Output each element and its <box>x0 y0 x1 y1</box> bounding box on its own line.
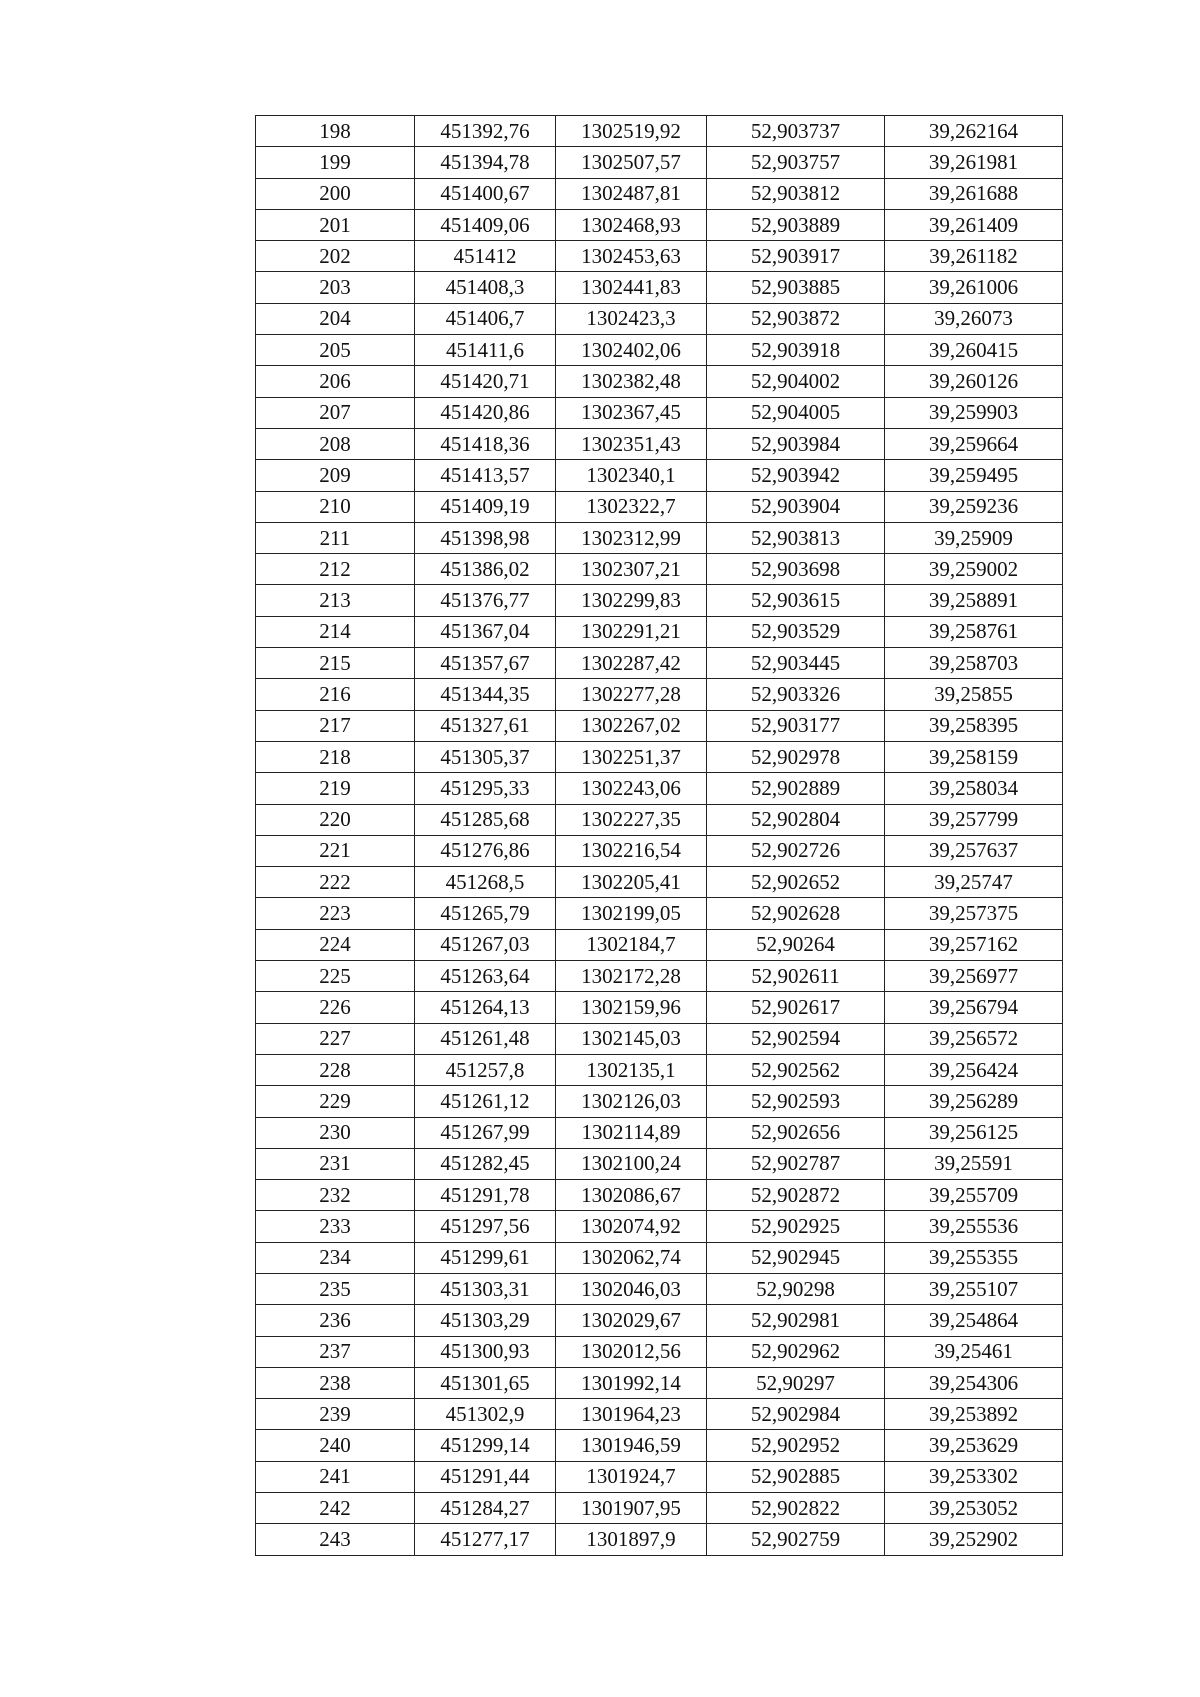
x-coordinate-cell: 451268,5 <box>415 867 556 898</box>
longitude-cell: 39,259903 <box>885 397 1063 428</box>
x-coordinate-cell: 451420,86 <box>415 397 556 428</box>
point-number-cell: 222 <box>256 867 415 898</box>
point-number-cell: 203 <box>256 272 415 303</box>
latitude-cell: 52,903942 <box>707 460 885 491</box>
table-row <box>256 1461 1063 1492</box>
point-number-cell: 218 <box>256 741 415 772</box>
x-coordinate-cell: 451408,3 <box>415 272 556 303</box>
y-coordinate-cell: 1302307,21 <box>556 554 707 585</box>
x-coordinate-cell: 451409,19 <box>415 491 556 522</box>
y-coordinate-cell: 1302519,92 <box>556 116 707 147</box>
y-coordinate-cell: 1302216,54 <box>556 835 707 866</box>
x-coordinate-cell: 451412 <box>415 241 556 272</box>
x-coordinate-cell: 451263,64 <box>415 961 556 992</box>
latitude-cell: 52,902656 <box>707 1117 885 1148</box>
x-coordinate-cell: 451302,9 <box>415 1399 556 1430</box>
x-coordinate-cell: 451303,31 <box>415 1273 556 1304</box>
point-number-cell: 214 <box>256 616 415 647</box>
y-coordinate-cell: 1302100,24 <box>556 1148 707 1179</box>
x-coordinate-cell: 451301,65 <box>415 1367 556 1398</box>
y-coordinate-cell: 1302251,37 <box>556 741 707 772</box>
latitude-cell: 52,902822 <box>707 1493 885 1524</box>
x-coordinate-cell: 451413,57 <box>415 460 556 491</box>
x-coordinate-cell: 451300,93 <box>415 1336 556 1367</box>
longitude-cell: 39,253892 <box>885 1399 1063 1430</box>
point-number-cell: 211 <box>256 522 415 553</box>
table-row <box>256 992 1063 1023</box>
y-coordinate-cell: 1302441,83 <box>556 272 707 303</box>
y-coordinate-cell: 1302487,81 <box>556 178 707 209</box>
table-row <box>256 460 1063 491</box>
coordinates-table <box>255 115 1063 1556</box>
x-coordinate-cell: 451284,27 <box>415 1493 556 1524</box>
point-number-cell: 213 <box>256 585 415 616</box>
latitude-cell: 52,90297 <box>707 1367 885 1398</box>
table-row <box>256 1430 1063 1461</box>
table-row <box>256 1086 1063 1117</box>
point-number-cell: 238 <box>256 1367 415 1398</box>
longitude-cell: 39,255107 <box>885 1273 1063 1304</box>
table-row <box>256 1493 1063 1524</box>
latitude-cell: 52,902952 <box>707 1430 885 1461</box>
latitude-cell: 52,902978 <box>707 741 885 772</box>
table-row <box>256 335 1063 366</box>
table-row <box>256 961 1063 992</box>
y-coordinate-cell: 1302012,56 <box>556 1336 707 1367</box>
latitude-cell: 52,904002 <box>707 366 885 397</box>
point-number-cell: 231 <box>256 1148 415 1179</box>
y-coordinate-cell: 1302287,42 <box>556 648 707 679</box>
point-number-cell: 237 <box>256 1336 415 1367</box>
table-row <box>256 147 1063 178</box>
y-coordinate-cell: 1301897,9 <box>556 1524 707 1555</box>
longitude-cell: 39,262164 <box>885 116 1063 147</box>
x-coordinate-cell: 451291,44 <box>415 1461 556 1492</box>
longitude-cell: 39,261006 <box>885 272 1063 303</box>
point-number-cell: 206 <box>256 366 415 397</box>
table-row <box>256 804 1063 835</box>
point-number-cell: 243 <box>256 1524 415 1555</box>
point-number-cell: 205 <box>256 335 415 366</box>
latitude-cell: 52,903326 <box>707 679 885 710</box>
y-coordinate-cell: 1302453,63 <box>556 241 707 272</box>
longitude-cell: 39,255536 <box>885 1211 1063 1242</box>
x-coordinate-cell: 451357,67 <box>415 648 556 679</box>
table-row <box>256 209 1063 240</box>
longitude-cell: 39,25747 <box>885 867 1063 898</box>
latitude-cell: 52,903757 <box>707 147 885 178</box>
table-row <box>256 522 1063 553</box>
longitude-cell: 39,256794 <box>885 992 1063 1023</box>
y-coordinate-cell: 1301907,95 <box>556 1493 707 1524</box>
point-number-cell: 221 <box>256 835 415 866</box>
table-row <box>256 241 1063 272</box>
y-coordinate-cell: 1302367,45 <box>556 397 707 428</box>
x-coordinate-cell: 451265,79 <box>415 898 556 929</box>
y-coordinate-cell: 1302507,57 <box>556 147 707 178</box>
longitude-cell: 39,258034 <box>885 773 1063 804</box>
y-coordinate-cell: 1302046,03 <box>556 1273 707 1304</box>
x-coordinate-cell: 451267,03 <box>415 929 556 960</box>
x-coordinate-cell: 451282,45 <box>415 1148 556 1179</box>
point-number-cell: 209 <box>256 460 415 491</box>
latitude-cell: 52,902562 <box>707 1054 885 1085</box>
latitude-cell: 52,903872 <box>707 303 885 334</box>
table-row <box>256 491 1063 522</box>
point-number-cell: 228 <box>256 1054 415 1085</box>
x-coordinate-cell: 451261,12 <box>415 1086 556 1117</box>
latitude-cell: 52,903813 <box>707 522 885 553</box>
y-coordinate-cell: 1302267,02 <box>556 710 707 741</box>
latitude-cell: 52,903918 <box>707 335 885 366</box>
longitude-cell: 39,254864 <box>885 1305 1063 1336</box>
point-number-cell: 210 <box>256 491 415 522</box>
latitude-cell: 52,902628 <box>707 898 885 929</box>
table-row <box>256 1023 1063 1054</box>
x-coordinate-cell: 451411,6 <box>415 335 556 366</box>
table-row <box>256 616 1063 647</box>
table-row <box>256 835 1063 866</box>
longitude-cell: 39,259495 <box>885 460 1063 491</box>
x-coordinate-cell: 451257,8 <box>415 1054 556 1085</box>
table-row <box>256 1524 1063 1555</box>
table-row <box>256 898 1063 929</box>
latitude-cell: 52,903984 <box>707 428 885 459</box>
table-row <box>256 1148 1063 1179</box>
x-coordinate-cell: 451277,17 <box>415 1524 556 1555</box>
y-coordinate-cell: 1302135,1 <box>556 1054 707 1085</box>
y-coordinate-cell: 1302322,7 <box>556 491 707 522</box>
y-coordinate-cell: 1302299,83 <box>556 585 707 616</box>
longitude-cell: 39,257375 <box>885 898 1063 929</box>
latitude-cell: 52,902962 <box>707 1336 885 1367</box>
y-coordinate-cell: 1302159,96 <box>556 992 707 1023</box>
table-row <box>256 428 1063 459</box>
y-coordinate-cell: 1302086,67 <box>556 1180 707 1211</box>
table-row <box>256 1305 1063 1336</box>
y-coordinate-cell: 1302243,06 <box>556 773 707 804</box>
latitude-cell: 52,902726 <box>707 835 885 866</box>
y-coordinate-cell: 1301924,7 <box>556 1461 707 1492</box>
point-number-cell: 220 <box>256 804 415 835</box>
latitude-cell: 52,902593 <box>707 1086 885 1117</box>
x-coordinate-cell: 451406,7 <box>415 303 556 334</box>
latitude-cell: 52,902759 <box>707 1524 885 1555</box>
point-number-cell: 223 <box>256 898 415 929</box>
table-row <box>256 1273 1063 1304</box>
longitude-cell: 39,256424 <box>885 1054 1063 1085</box>
y-coordinate-cell: 1302184,7 <box>556 929 707 960</box>
table-row <box>256 1117 1063 1148</box>
latitude-cell: 52,903445 <box>707 648 885 679</box>
point-number-cell: 216 <box>256 679 415 710</box>
point-number-cell: 200 <box>256 178 415 209</box>
table-row <box>256 1336 1063 1367</box>
y-coordinate-cell: 1302199,05 <box>556 898 707 929</box>
table-row <box>256 1399 1063 1430</box>
y-coordinate-cell: 1302340,1 <box>556 460 707 491</box>
longitude-cell: 39,26073 <box>885 303 1063 334</box>
x-coordinate-cell: 451344,35 <box>415 679 556 710</box>
latitude-cell: 52,902872 <box>707 1180 885 1211</box>
table-row <box>256 303 1063 334</box>
y-coordinate-cell: 1302062,74 <box>556 1242 707 1273</box>
longitude-cell: 39,256977 <box>885 961 1063 992</box>
y-coordinate-cell: 1302029,67 <box>556 1305 707 1336</box>
table-row <box>256 1054 1063 1085</box>
longitude-cell: 39,258761 <box>885 616 1063 647</box>
table-row <box>256 585 1063 616</box>
latitude-cell: 52,90298 <box>707 1273 885 1304</box>
longitude-cell: 39,258395 <box>885 710 1063 741</box>
latitude-cell: 52,902925 <box>707 1211 885 1242</box>
coordinates-table-body <box>256 116 1063 1556</box>
table-row <box>256 366 1063 397</box>
table-row <box>256 773 1063 804</box>
longitude-cell: 39,258891 <box>885 585 1063 616</box>
y-coordinate-cell: 1302074,92 <box>556 1211 707 1242</box>
y-coordinate-cell: 1302277,28 <box>556 679 707 710</box>
longitude-cell: 39,252902 <box>885 1524 1063 1555</box>
x-coordinate-cell: 451418,36 <box>415 428 556 459</box>
latitude-cell: 52,903177 <box>707 710 885 741</box>
longitude-cell: 39,25591 <box>885 1148 1063 1179</box>
x-coordinate-cell: 451303,29 <box>415 1305 556 1336</box>
x-coordinate-cell: 451285,68 <box>415 804 556 835</box>
longitude-cell: 39,261688 <box>885 178 1063 209</box>
x-coordinate-cell: 451264,13 <box>415 992 556 1023</box>
x-coordinate-cell: 451392,76 <box>415 116 556 147</box>
point-number-cell: 233 <box>256 1211 415 1242</box>
point-number-cell: 217 <box>256 710 415 741</box>
latitude-cell: 52,902611 <box>707 961 885 992</box>
point-number-cell: 202 <box>256 241 415 272</box>
point-number-cell: 229 <box>256 1086 415 1117</box>
longitude-cell: 39,253302 <box>885 1461 1063 1492</box>
latitude-cell: 52,903889 <box>707 209 885 240</box>
point-number-cell: 212 <box>256 554 415 585</box>
table-row <box>256 679 1063 710</box>
y-coordinate-cell: 1302382,48 <box>556 366 707 397</box>
point-number-cell: 198 <box>256 116 415 147</box>
latitude-cell: 52,902787 <box>707 1148 885 1179</box>
point-number-cell: 227 <box>256 1023 415 1054</box>
x-coordinate-cell: 451261,48 <box>415 1023 556 1054</box>
longitude-cell: 39,261409 <box>885 209 1063 240</box>
longitude-cell: 39,256125 <box>885 1117 1063 1148</box>
y-coordinate-cell: 1302145,03 <box>556 1023 707 1054</box>
table-row <box>256 929 1063 960</box>
longitude-cell: 39,261182 <box>885 241 1063 272</box>
x-coordinate-cell: 451297,56 <box>415 1211 556 1242</box>
point-number-cell: 225 <box>256 961 415 992</box>
table-row <box>256 867 1063 898</box>
point-number-cell: 201 <box>256 209 415 240</box>
table-row <box>256 116 1063 147</box>
latitude-cell: 52,903698 <box>707 554 885 585</box>
y-coordinate-cell: 1302468,93 <box>556 209 707 240</box>
point-number-cell: 239 <box>256 1399 415 1430</box>
longitude-cell: 39,255355 <box>885 1242 1063 1273</box>
longitude-cell: 39,253052 <box>885 1493 1063 1524</box>
longitude-cell: 39,254306 <box>885 1367 1063 1398</box>
longitude-cell: 39,256572 <box>885 1023 1063 1054</box>
longitude-cell: 39,259664 <box>885 428 1063 459</box>
x-coordinate-cell: 451267,99 <box>415 1117 556 1148</box>
y-coordinate-cell: 1302291,21 <box>556 616 707 647</box>
y-coordinate-cell: 1302402,06 <box>556 335 707 366</box>
longitude-cell: 39,25909 <box>885 522 1063 553</box>
point-number-cell: 241 <box>256 1461 415 1492</box>
point-number-cell: 208 <box>256 428 415 459</box>
y-coordinate-cell: 1302205,41 <box>556 867 707 898</box>
table-row <box>256 1242 1063 1273</box>
latitude-cell: 52,903615 <box>707 585 885 616</box>
table-row <box>256 1211 1063 1242</box>
y-coordinate-cell: 1302227,35 <box>556 804 707 835</box>
x-coordinate-cell: 451409,06 <box>415 209 556 240</box>
longitude-cell: 39,261981 <box>885 147 1063 178</box>
longitude-cell: 39,25461 <box>885 1336 1063 1367</box>
point-number-cell: 230 <box>256 1117 415 1148</box>
longitude-cell: 39,259002 <box>885 554 1063 585</box>
longitude-cell: 39,257799 <box>885 804 1063 835</box>
table-row <box>256 554 1063 585</box>
longitude-cell: 39,259236 <box>885 491 1063 522</box>
table-row <box>256 1180 1063 1211</box>
table-row <box>256 272 1063 303</box>
point-number-cell: 240 <box>256 1430 415 1461</box>
y-coordinate-cell: 1301992,14 <box>556 1367 707 1398</box>
y-coordinate-cell: 1302172,28 <box>556 961 707 992</box>
longitude-cell: 39,255709 <box>885 1180 1063 1211</box>
longitude-cell: 39,260126 <box>885 366 1063 397</box>
point-number-cell: 235 <box>256 1273 415 1304</box>
table-row <box>256 1367 1063 1398</box>
latitude-cell: 52,902889 <box>707 773 885 804</box>
x-coordinate-cell: 451305,37 <box>415 741 556 772</box>
y-coordinate-cell: 1302126,03 <box>556 1086 707 1117</box>
x-coordinate-cell: 451291,78 <box>415 1180 556 1211</box>
table-row <box>256 741 1063 772</box>
x-coordinate-cell: 451299,61 <box>415 1242 556 1273</box>
longitude-cell: 39,257637 <box>885 835 1063 866</box>
latitude-cell: 52,903885 <box>707 272 885 303</box>
x-coordinate-cell: 451327,61 <box>415 710 556 741</box>
point-number-cell: 226 <box>256 992 415 1023</box>
point-number-cell: 207 <box>256 397 415 428</box>
point-number-cell: 232 <box>256 1180 415 1211</box>
y-coordinate-cell: 1302423,3 <box>556 303 707 334</box>
y-coordinate-cell: 1302312,99 <box>556 522 707 553</box>
y-coordinate-cell: 1302114,89 <box>556 1117 707 1148</box>
point-number-cell: 215 <box>256 648 415 679</box>
latitude-cell: 52,90264 <box>707 929 885 960</box>
latitude-cell: 52,902652 <box>707 867 885 898</box>
point-number-cell: 236 <box>256 1305 415 1336</box>
x-coordinate-cell: 451398,98 <box>415 522 556 553</box>
x-coordinate-cell: 451400,67 <box>415 178 556 209</box>
point-number-cell: 234 <box>256 1242 415 1273</box>
point-number-cell: 219 <box>256 773 415 804</box>
x-coordinate-cell: 451276,86 <box>415 835 556 866</box>
latitude-cell: 52,903904 <box>707 491 885 522</box>
latitude-cell: 52,902981 <box>707 1305 885 1336</box>
latitude-cell: 52,902945 <box>707 1242 885 1273</box>
x-coordinate-cell: 451295,33 <box>415 773 556 804</box>
longitude-cell: 39,260415 <box>885 335 1063 366</box>
point-number-cell: 199 <box>256 147 415 178</box>
longitude-cell: 39,257162 <box>885 929 1063 960</box>
latitude-cell: 52,903529 <box>707 616 885 647</box>
latitude-cell: 52,904005 <box>707 397 885 428</box>
latitude-cell: 52,903737 <box>707 116 885 147</box>
longitude-cell: 39,258703 <box>885 648 1063 679</box>
x-coordinate-cell: 451386,02 <box>415 554 556 585</box>
x-coordinate-cell: 451299,14 <box>415 1430 556 1461</box>
latitude-cell: 52,903917 <box>707 241 885 272</box>
latitude-cell: 52,903812 <box>707 178 885 209</box>
longitude-cell: 39,258159 <box>885 741 1063 772</box>
x-coordinate-cell: 451376,77 <box>415 585 556 616</box>
table-row <box>256 178 1063 209</box>
longitude-cell: 39,253629 <box>885 1430 1063 1461</box>
point-number-cell: 204 <box>256 303 415 334</box>
y-coordinate-cell: 1301964,23 <box>556 1399 707 1430</box>
x-coordinate-cell: 451367,04 <box>415 616 556 647</box>
point-number-cell: 242 <box>256 1493 415 1524</box>
point-number-cell: 224 <box>256 929 415 960</box>
table-row <box>256 397 1063 428</box>
latitude-cell: 52,902617 <box>707 992 885 1023</box>
longitude-cell: 39,25855 <box>885 679 1063 710</box>
x-coordinate-cell: 451420,71 <box>415 366 556 397</box>
table-row <box>256 710 1063 741</box>
latitude-cell: 52,902885 <box>707 1461 885 1492</box>
longitude-cell: 39,256289 <box>885 1086 1063 1117</box>
latitude-cell: 52,902594 <box>707 1023 885 1054</box>
latitude-cell: 52,902984 <box>707 1399 885 1430</box>
table-row <box>256 648 1063 679</box>
y-coordinate-cell: 1301946,59 <box>556 1430 707 1461</box>
x-coordinate-cell: 451394,78 <box>415 147 556 178</box>
y-coordinate-cell: 1302351,43 <box>556 428 707 459</box>
latitude-cell: 52,902804 <box>707 804 885 835</box>
